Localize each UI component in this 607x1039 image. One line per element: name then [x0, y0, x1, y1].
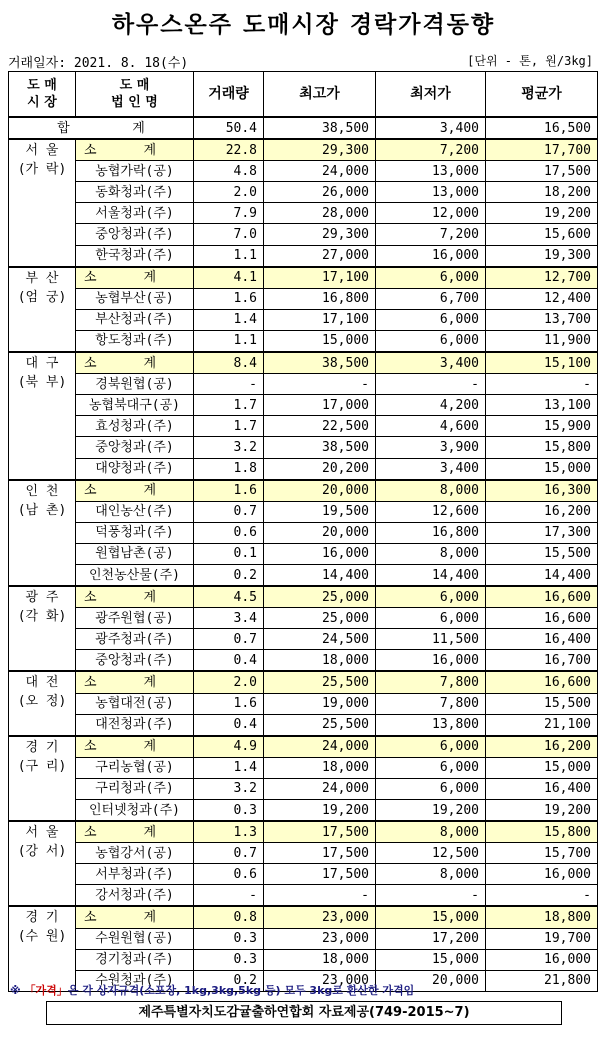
subtotal-volume: 1.3	[194, 821, 264, 843]
cell-min: 13,000	[376, 161, 486, 182]
region-cell	[9, 671, 76, 735]
cell-volume: 0.4	[194, 650, 264, 672]
cell-min: -	[376, 374, 486, 395]
cell-volume: 0.6	[194, 864, 264, 885]
cell-corp: 중앙청과(주)	[76, 650, 194, 672]
cell-corp: 원협남촌(공)	[76, 543, 194, 564]
cell-max: 17,500	[264, 864, 376, 885]
cell-max: 22,500	[264, 416, 376, 437]
cell-max: 17,000	[264, 395, 376, 416]
total-min: 3,400	[376, 117, 486, 139]
cell-volume: 3.2	[194, 778, 264, 799]
subtotal-corp: 소 계	[76, 736, 194, 758]
cell-min: 8,000	[376, 864, 486, 885]
source-note: 제주특별자치도감귤출하연합회 자료제공(749-2015~7)	[46, 1001, 562, 1025]
cell-min: 7,800	[376, 693, 486, 714]
cell-corp: 인천농산물(주)	[76, 564, 194, 586]
cell-max: 17,100	[264, 309, 376, 330]
table-row	[9, 161, 598, 182]
cell-min: 4,600	[376, 416, 486, 437]
cell-volume: -	[194, 374, 264, 395]
footnote	[10, 982, 414, 998]
region-name: 경 기	[25, 910, 59, 926]
region-name: 대 전	[25, 675, 59, 691]
cell-avg: 16,200	[486, 501, 598, 522]
table-row	[9, 543, 598, 564]
cell-min: 19,200	[376, 800, 486, 822]
region-sub: (수 원)	[17, 929, 67, 945]
region-sub: (남 촌)	[17, 502, 67, 518]
cell-min: 6,000	[376, 330, 486, 352]
cell-volume: 1.4	[194, 309, 264, 330]
cell-corp: 농협북대구(공)	[76, 395, 194, 416]
total-max: 38,500	[264, 117, 376, 139]
region-sub: (강 서)	[17, 844, 67, 860]
subtotal-row	[9, 352, 598, 374]
cell-max: 18,000	[264, 650, 376, 672]
cell-min: 11,500	[376, 629, 486, 650]
region-sub: (구 리)	[17, 758, 67, 774]
cell-avg: 15,000	[486, 458, 598, 480]
table-row	[9, 885, 598, 907]
cell-avg: 18,200	[486, 182, 598, 203]
cell-avg: -	[486, 374, 598, 395]
cell-corp: 서부청과(주)	[76, 864, 194, 885]
cell-avg: 19,200	[486, 203, 598, 224]
cell-avg: 16,000	[486, 864, 598, 885]
subtotal-row	[9, 821, 598, 843]
cell-avg: 17,300	[486, 522, 598, 543]
table-row	[9, 608, 598, 629]
cell-avg: 15,800	[486, 437, 598, 458]
subtotal-volume: 22.8	[194, 139, 264, 161]
cell-avg: 17,500	[486, 161, 598, 182]
subtotal-max: 29,300	[264, 139, 376, 161]
table-row	[9, 224, 598, 245]
table-row	[9, 650, 598, 672]
cell-corp: 중앙청과(주)	[76, 224, 194, 245]
cell-avg: 13,700	[486, 309, 598, 330]
cell-min: 15,000	[376, 949, 486, 970]
cell-volume: 1.1	[194, 330, 264, 352]
table-row	[9, 693, 598, 714]
subtotal-row	[9, 139, 598, 161]
total-volume: 50.4	[194, 117, 264, 139]
table-row	[9, 245, 598, 267]
subtotal-row	[9, 671, 598, 693]
cell-avg: 16,700	[486, 650, 598, 672]
cell-avg: -	[486, 885, 598, 907]
total-label: 합 계	[9, 117, 194, 139]
cell-avg: 21,100	[486, 714, 598, 736]
subtotal-min: 3,400	[376, 352, 486, 374]
cell-volume: -	[194, 885, 264, 907]
cell-min: 17,200	[376, 928, 486, 949]
cell-corp: 수원청과(주)	[76, 970, 194, 991]
cell-corp: 인터넷청과(주)	[76, 800, 194, 822]
subtotal-max: 38,500	[264, 352, 376, 374]
table-row	[9, 395, 598, 416]
table-row	[9, 309, 598, 330]
header-max: 최고가	[264, 72, 376, 118]
cell-corp: 덕풍청과(주)	[76, 522, 194, 543]
cell-min: 12,600	[376, 501, 486, 522]
region-name: 광 주	[25, 590, 59, 606]
subtotal-max: 24,000	[264, 736, 376, 758]
region-sub: (오 정)	[17, 694, 67, 710]
cell-max: 16,000	[264, 543, 376, 564]
cell-volume: 4.8	[194, 161, 264, 182]
subtotal-min: 7,200	[376, 139, 486, 161]
subtotal-row	[9, 267, 598, 289]
cell-avg: 16,600	[486, 608, 598, 629]
cell-corp: 대양청과(주)	[76, 458, 194, 480]
cell-max: 27,000	[264, 245, 376, 267]
cell-avg: 15,500	[486, 543, 598, 564]
cell-corp: 농협가락(공)	[76, 161, 194, 182]
cell-volume: 0.3	[194, 800, 264, 822]
region-cell	[9, 267, 76, 352]
cell-max: 20,000	[264, 522, 376, 543]
header-corp-bottom: 법 인 명	[111, 95, 158, 110]
cell-max: 18,000	[264, 757, 376, 778]
table-row	[9, 501, 598, 522]
cell-volume: 0.3	[194, 949, 264, 970]
cell-volume: 0.3	[194, 928, 264, 949]
cell-avg: 11,900	[486, 330, 598, 352]
cell-volume: 0.6	[194, 522, 264, 543]
cell-corp: 농협부산(공)	[76, 288, 194, 309]
subtotal-min: 6,000	[376, 267, 486, 289]
cell-max: 24,000	[264, 778, 376, 799]
subtotal-min: 7,800	[376, 671, 486, 693]
cell-min: 6,700	[376, 288, 486, 309]
cell-min: 3,400	[376, 458, 486, 480]
cell-min: 7,200	[376, 224, 486, 245]
header-region-bottom: 시 장	[27, 95, 57, 110]
subtotal-avg: 16,200	[486, 736, 598, 758]
subtotal-avg: 16,300	[486, 480, 598, 502]
cell-corp: 경북원협(공)	[76, 374, 194, 395]
table-row	[9, 458, 598, 480]
cell-corp: 항도청과(주)	[76, 330, 194, 352]
table-row	[9, 629, 598, 650]
cell-volume: 0.4	[194, 714, 264, 736]
cell-corp: 광주청과(주)	[76, 629, 194, 650]
cell-max: 38,500	[264, 437, 376, 458]
subtotal-volume: 4.5	[194, 586, 264, 608]
cell-avg: 15,600	[486, 224, 598, 245]
table-row	[9, 843, 598, 864]
trade-date: 거래일자: 2021. 8. 18(수)	[8, 56, 189, 71]
footnote-text: 은 각 상자규격(소포장, 1kg,3kg,5kg 등) 모두 3kg로 환산한 가격임	[67, 984, 415, 997]
cell-max: 20,200	[264, 458, 376, 480]
subtotal-corp: 소 계	[76, 671, 194, 693]
cell-max: 25,000	[264, 608, 376, 629]
region-cell	[9, 139, 76, 267]
region-sub: (가 락)	[17, 162, 67, 178]
cell-volume: 1.7	[194, 395, 264, 416]
subtotal-row	[9, 906, 598, 928]
header-min: 최저가	[376, 72, 486, 118]
cell-avg: 19,700	[486, 928, 598, 949]
subtotal-volume: 1.6	[194, 480, 264, 502]
cell-corp: 한국청과(주)	[76, 245, 194, 267]
cell-volume: 0.7	[194, 501, 264, 522]
cell-corp: 부산청과(주)	[76, 309, 194, 330]
subtotal-avg: 12,700	[486, 267, 598, 289]
cell-volume: 7.0	[194, 224, 264, 245]
table-row	[9, 416, 598, 437]
total-avg: 16,500	[486, 117, 598, 139]
region-sub: (북 부)	[17, 375, 67, 391]
table-row	[9, 928, 598, 949]
footnote-quoted: 「가격」	[24, 984, 68, 997]
subtotal-avg: 16,600	[486, 671, 598, 693]
region-cell	[9, 480, 76, 586]
subtotal-corp: 소 계	[76, 139, 194, 161]
header-row	[9, 72, 598, 118]
cell-max: 19,200	[264, 800, 376, 822]
cell-avg: 19,300	[486, 245, 598, 267]
subtotal-volume: 0.8	[194, 906, 264, 928]
cell-min: 3,900	[376, 437, 486, 458]
subtotal-max: 20,000	[264, 480, 376, 502]
cell-max: 25,500	[264, 714, 376, 736]
table-row	[9, 714, 598, 736]
subtotal-avg: 15,100	[486, 352, 598, 374]
cell-max: -	[264, 885, 376, 907]
price-table	[8, 71, 598, 992]
subtotal-min: 8,000	[376, 821, 486, 843]
cell-max: 29,300	[264, 224, 376, 245]
cell-min: 6,000	[376, 757, 486, 778]
table-body	[9, 117, 598, 991]
table-row	[9, 182, 598, 203]
header-corp	[76, 72, 194, 118]
cell-max: -	[264, 374, 376, 395]
cell-min: 14,400	[376, 564, 486, 586]
cell-max: 15,000	[264, 330, 376, 352]
cell-avg: 15,500	[486, 693, 598, 714]
subtotal-max: 23,000	[264, 906, 376, 928]
subtotal-corp: 소 계	[76, 586, 194, 608]
table-row	[9, 374, 598, 395]
region-cell	[9, 586, 76, 671]
subtotal-max: 25,000	[264, 586, 376, 608]
cell-avg: 21,800	[486, 970, 598, 991]
cell-max: 18,000	[264, 949, 376, 970]
cell-corp: 대전청과(주)	[76, 714, 194, 736]
cell-min: 13,800	[376, 714, 486, 736]
cell-volume: 1.1	[194, 245, 264, 267]
subtotal-min: 15,000	[376, 906, 486, 928]
cell-volume: 1.7	[194, 416, 264, 437]
cell-volume: 0.7	[194, 843, 264, 864]
header-volume: 거래량	[194, 72, 264, 118]
cell-volume: 7.9	[194, 203, 264, 224]
cell-corp: 농협강서(공)	[76, 843, 194, 864]
cell-min: -	[376, 885, 486, 907]
cell-corp: 대인농산(주)	[76, 501, 194, 522]
cell-volume: 0.7	[194, 629, 264, 650]
cell-corp: 수원원협(공)	[76, 928, 194, 949]
unit-label: [단위 - 톤, 원/3kg]	[467, 54, 593, 68]
region-cell	[9, 352, 76, 480]
subtotal-volume: 4.9	[194, 736, 264, 758]
cell-max: 17,500	[264, 843, 376, 864]
total-row	[9, 117, 598, 139]
cell-volume: 0.2	[194, 970, 264, 991]
subtotal-max: 17,500	[264, 821, 376, 843]
cell-volume: 0.1	[194, 543, 264, 564]
cell-max: 23,000	[264, 928, 376, 949]
cell-min: 16,000	[376, 245, 486, 267]
subtotal-corp: 소 계	[76, 906, 194, 928]
subtotal-volume: 8.4	[194, 352, 264, 374]
subtotal-min: 8,000	[376, 480, 486, 502]
cell-avg: 13,100	[486, 395, 598, 416]
cell-avg: 16,000	[486, 949, 598, 970]
subtotal-row	[9, 480, 598, 502]
cell-avg: 15,900	[486, 416, 598, 437]
cell-min: 20,000	[376, 970, 486, 991]
cell-volume: 0.2	[194, 564, 264, 586]
cell-min: 16,800	[376, 522, 486, 543]
region-name: 서 울	[25, 825, 59, 841]
cell-corp: 효성청과(주)	[76, 416, 194, 437]
cell-corp: 구리농협(공)	[76, 757, 194, 778]
page-title: 하우스온주 도매시장 경락가격동향	[111, 12, 496, 38]
region-name: 경 기	[25, 739, 59, 755]
region-name: 인 천	[25, 483, 59, 499]
subtotal-corp: 소 계	[76, 821, 194, 843]
region-sub: (엄 궁)	[17, 289, 67, 305]
subtotal-volume: 2.0	[194, 671, 264, 693]
subtotal-avg: 15,800	[486, 821, 598, 843]
subtotal-max: 25,500	[264, 671, 376, 693]
table-row	[9, 437, 598, 458]
cell-max: 24,000	[264, 161, 376, 182]
subtotal-corp: 소 계	[76, 267, 194, 289]
cell-avg: 15,000	[486, 757, 598, 778]
footnote-mark: ※	[10, 984, 21, 997]
subtotal-row	[9, 736, 598, 758]
header-region-top: 도 매	[27, 78, 57, 93]
region-cell	[9, 906, 76, 991]
header-region	[9, 72, 76, 118]
cell-min: 8,000	[376, 543, 486, 564]
cell-max: 23,000	[264, 970, 376, 991]
table-row	[9, 757, 598, 778]
cell-volume: 1.4	[194, 757, 264, 778]
cell-min: 6,000	[376, 309, 486, 330]
table-row	[9, 949, 598, 970]
table-row	[9, 288, 598, 309]
cell-volume: 3.4	[194, 608, 264, 629]
cell-corp: 농협대전(공)	[76, 693, 194, 714]
subtotal-row	[9, 586, 598, 608]
cell-volume: 1.8	[194, 458, 264, 480]
cell-corp: 서울청과(주)	[76, 203, 194, 224]
region-name: 서 울	[25, 143, 59, 159]
cell-avg: 16,400	[486, 629, 598, 650]
subtotal-corp: 소 계	[76, 352, 194, 374]
table-row	[9, 778, 598, 799]
cell-max: 14,400	[264, 564, 376, 586]
table-row	[9, 564, 598, 586]
cell-min: 16,000	[376, 650, 486, 672]
cell-volume: 1.6	[194, 288, 264, 309]
cell-max: 16,800	[264, 288, 376, 309]
header-corp-top: 도 매	[119, 78, 150, 93]
subtotal-volume: 4.1	[194, 267, 264, 289]
cell-min: 6,000	[376, 778, 486, 799]
cell-min: 6,000	[376, 608, 486, 629]
table-row	[9, 522, 598, 543]
cell-max: 26,000	[264, 182, 376, 203]
cell-min: 13,000	[376, 182, 486, 203]
cell-max: 19,500	[264, 501, 376, 522]
table-row	[9, 864, 598, 885]
cell-volume: 3.2	[194, 437, 264, 458]
table-row	[9, 800, 598, 822]
region-cell	[9, 821, 76, 906]
header-avg: 평균가	[486, 72, 598, 118]
cell-corp: 광주원협(공)	[76, 608, 194, 629]
subtotal-min: 6,000	[376, 586, 486, 608]
cell-avg: 19,200	[486, 800, 598, 822]
subtotal-min: 6,000	[376, 736, 486, 758]
cell-min: 12,500	[376, 843, 486, 864]
region-name: 부 산	[25, 270, 59, 286]
cell-max: 28,000	[264, 203, 376, 224]
subtotal-corp: 소 계	[76, 480, 194, 502]
cell-volume: 2.0	[194, 182, 264, 203]
region-sub: (각 화)	[17, 609, 67, 625]
cell-min: 4,200	[376, 395, 486, 416]
cell-corp: 구리청과(주)	[76, 778, 194, 799]
cell-min: 12,000	[376, 203, 486, 224]
cell-corp: 중앙청과(주)	[76, 437, 194, 458]
region-cell	[9, 736, 76, 821]
subtotal-avg: 16,600	[486, 586, 598, 608]
region-name: 대 구	[25, 356, 59, 372]
table-row	[9, 203, 598, 224]
cell-max: 19,000	[264, 693, 376, 714]
cell-corp: 동화청과(주)	[76, 182, 194, 203]
cell-avg: 12,400	[486, 288, 598, 309]
subtotal-avg: 17,700	[486, 139, 598, 161]
cell-avg: 16,400	[486, 778, 598, 799]
cell-max: 24,500	[264, 629, 376, 650]
cell-avg: 15,700	[486, 843, 598, 864]
subtotal-max: 17,100	[264, 267, 376, 289]
cell-corp: 경기청과(주)	[76, 949, 194, 970]
cell-avg: 14,400	[486, 564, 598, 586]
cell-volume: 1.6	[194, 693, 264, 714]
table-row	[9, 330, 598, 352]
cell-corp: 강서청과(주)	[76, 885, 194, 907]
subtotal-avg: 18,800	[486, 906, 598, 928]
